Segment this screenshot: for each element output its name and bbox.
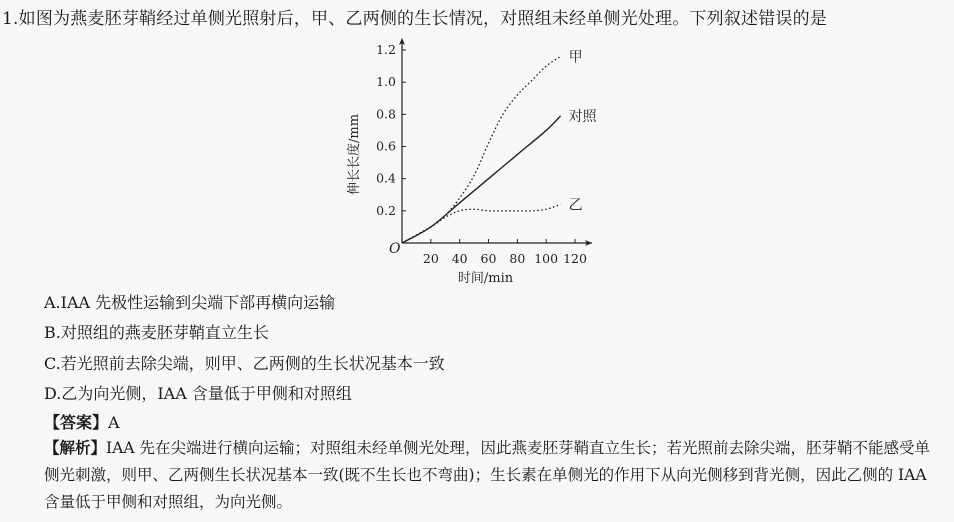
- analysis-block: [44, 434, 934, 516]
- option-d[interactable]: D.乙为向光侧，IAA 含量低于甲侧和对照组: [44, 384, 352, 403]
- x-tick-label: 60: [480, 251, 497, 266]
- series-label-3: 乙: [568, 197, 583, 214]
- option-b[interactable]: B.对照组的燕麦胚芽鞘直立生长: [44, 323, 269, 342]
- series-line-2: [402, 116, 561, 243]
- x-tick-label: 80: [509, 251, 526, 266]
- answer-value: A: [108, 413, 120, 432]
- chart-series: [402, 56, 561, 243]
- x-tick-label: 100: [534, 251, 559, 266]
- question-number: 1.: [2, 9, 19, 29]
- question-stem: [2, 4, 827, 29]
- answer-label: 【答案】: [44, 413, 109, 432]
- growth-chart: [330, 36, 650, 291]
- x-tick-label: 120: [563, 251, 587, 266]
- x-axis-label: 时间/min: [457, 271, 514, 286]
- y-tick-label: 0.2: [376, 202, 396, 218]
- y-axis-label: 伸长长度/mm: [347, 113, 362, 196]
- origin-label: O: [389, 241, 401, 257]
- series-label-1: 甲: [568, 49, 583, 66]
- series-label-2: 对照: [568, 108, 597, 125]
- series-line-1: [402, 56, 561, 243]
- x-tick-label: 40: [451, 251, 468, 266]
- option-c[interactable]: C.若光照前去除尖端，则甲、乙两侧的生长状况基本一致: [44, 354, 445, 373]
- question-text: 如图为燕麦胚芽鞘经过单侧光照射后，甲、乙两侧的生长情况，对照组未经单侧光处理。下列叙述错误的是: [18, 9, 828, 29]
- y-tick-label: 0.4: [376, 170, 396, 186]
- analysis-text: IAA 先在尖端进行横向运输；对照组未经单侧光处理，因此燕麦胚芽鞘直立生长；若光照前去除尖端，胚芽鞘不能感受单侧光刺激，则甲、乙两侧生长状况基本一致(既不生长也不弯曲)；生长素在单侧光的作用下从向光侧移到背光侧，因此乙侧的 IAA 含量低于甲侧和对照组，为向光侧。: [44, 439, 930, 511]
- chart-ticks: [376, 42, 587, 266]
- y-tick-label: 0.8: [376, 106, 396, 122]
- answer-line: [44, 410, 120, 433]
- y-tick-label: 1.2: [376, 42, 396, 57]
- chart-axes: [399, 38, 592, 246]
- y-tick-label: 0.6: [376, 138, 396, 154]
- option-a[interactable]: A.IAA 先极性运输到尖端下部再横向运输: [44, 293, 336, 312]
- x-tick-label: 20: [422, 251, 439, 266]
- y-tick-label: 1.0: [376, 74, 396, 90]
- series-line-3: [402, 204, 561, 243]
- analysis-label: 【解析】: [44, 438, 107, 457]
